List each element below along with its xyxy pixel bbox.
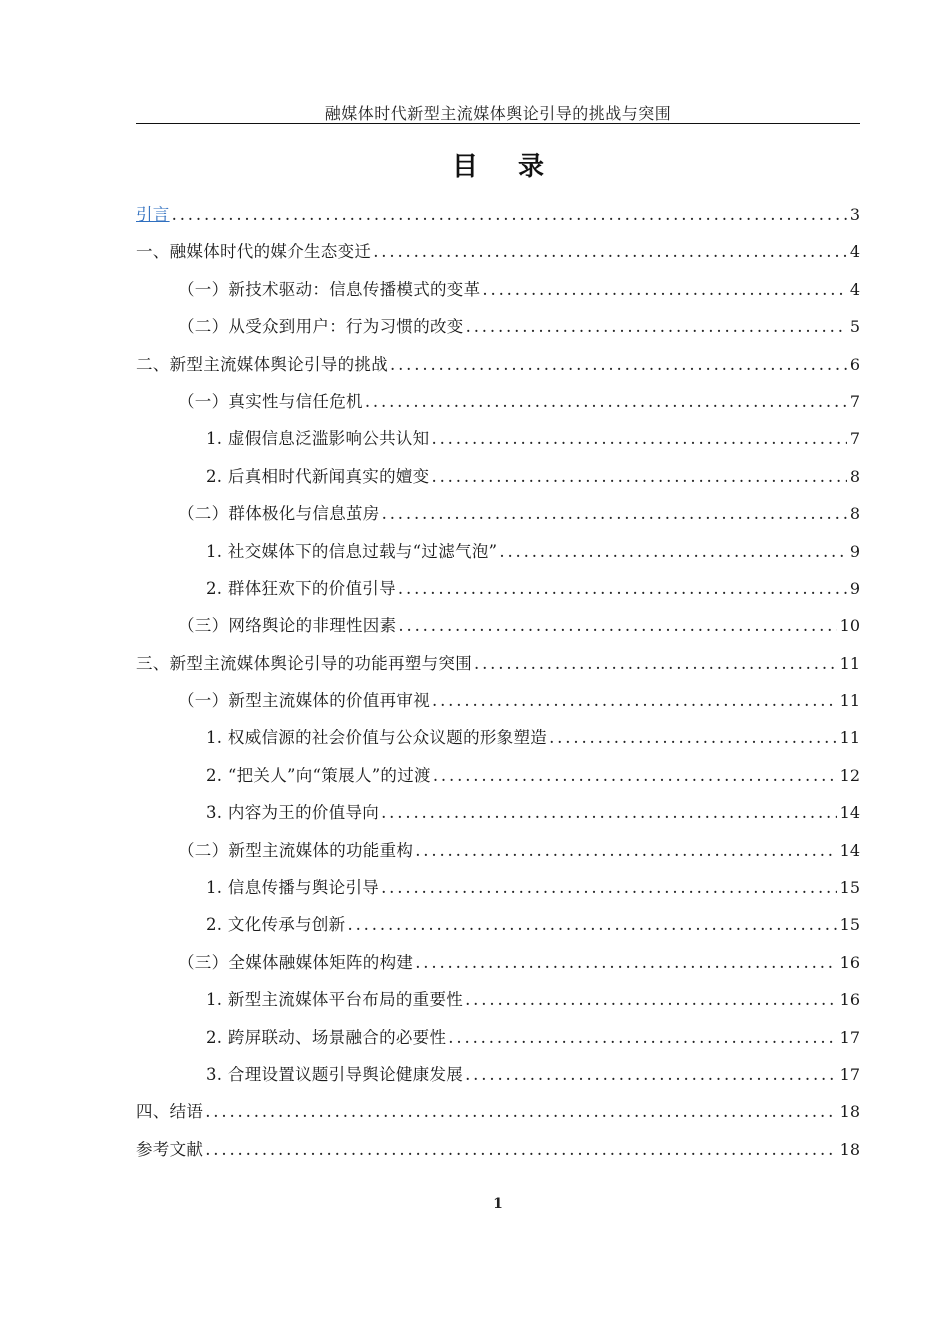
header-rule <box>136 123 860 124</box>
toc-entry-page-number: 8 <box>849 466 860 486</box>
toc-entry-text: 参考文献 <box>136 1139 204 1159</box>
toc-entry[interactable] <box>136 233 860 270</box>
toc-entry[interactable] <box>136 869 860 906</box>
dot-leader <box>398 607 836 644</box>
toc-entry-page-number: 12 <box>839 765 860 785</box>
toc-entry[interactable] <box>136 533 860 570</box>
toc-entry-page-number: 16 <box>839 990 860 1010</box>
toc-entry[interactable] <box>136 196 860 233</box>
toc-entry-text: 3. 合理设置议题引导舆论健康发展 <box>206 1064 464 1084</box>
toc-entry-page-number: 11 <box>839 653 860 673</box>
toc-entry[interactable] <box>136 645 860 682</box>
toc-entry-page-number: 9 <box>849 578 860 598</box>
dot-leader <box>390 346 847 383</box>
toc-entry[interactable] <box>136 607 860 644</box>
dot-leader <box>448 1019 836 1056</box>
toc-entry-page-number: 5 <box>849 317 860 337</box>
dot-leader <box>382 495 847 532</box>
toc-entry-page-number: 6 <box>849 354 860 374</box>
toc-entry-page-number: 18 <box>839 1139 860 1159</box>
dot-leader <box>432 682 837 719</box>
toc-entry-text: （二）新型主流媒体的功能重构 <box>178 840 414 860</box>
toc-entry-text: （三）网络舆论的非理性因素 <box>178 616 397 636</box>
dot-leader <box>466 308 847 345</box>
dot-leader <box>474 645 837 682</box>
toc-entry[interactable] <box>136 383 860 420</box>
toc-entry-text: 2. 群体狂欢下的价值引导 <box>206 578 396 598</box>
toc-entry[interactable] <box>136 794 860 831</box>
toc-entry-page-number: 8 <box>849 504 860 524</box>
dot-leader <box>499 533 846 570</box>
toc-entry-text: （二）群体极化与信息茧房 <box>178 504 380 524</box>
toc-entry-text: 2. 文化传承与创新 <box>206 915 346 935</box>
toc-entry-page-number: 10 <box>839 616 860 636</box>
toc-entry-page-number: 3 <box>849 205 860 224</box>
toc-entry-link[interactable]: 引言 <box>136 205 170 224</box>
toc-entry-page-number: 4 <box>849 242 860 262</box>
dot-leader <box>465 1056 837 1093</box>
toc-entry-page-number: 17 <box>839 1064 860 1084</box>
toc-entry-text: （一）新型主流媒体的价值再审视 <box>178 691 430 711</box>
toc-entry-page-number: 15 <box>839 878 860 898</box>
toc-entry-text: 二、新型主流媒体舆论引导的挑战 <box>136 354 388 374</box>
toc-entry[interactable] <box>136 981 860 1018</box>
dot-leader <box>205 1093 836 1130</box>
toc-entry[interactable] <box>136 944 860 981</box>
toc-entry[interactable] <box>136 570 860 607</box>
dot-leader <box>415 832 836 869</box>
toc-entry[interactable] <box>136 1056 860 1093</box>
toc-entry-page-number: 11 <box>839 691 860 711</box>
toc-entry[interactable] <box>136 1019 860 1056</box>
dot-leader <box>205 1131 836 1168</box>
dot-leader <box>432 458 847 495</box>
running-header: 融媒体时代新型主流媒体舆论引导的挑战与突围 <box>324 104 672 123</box>
toc-entry-page-number: 15 <box>839 915 860 935</box>
toc-entry-text: 2. “把关人”向“策展人”的过渡 <box>206 765 431 785</box>
toc-entry[interactable] <box>136 308 860 345</box>
toc-entry-text: 2. 后真相时代新闻真实的嬗变 <box>206 466 430 486</box>
toc-entry-page-number: 14 <box>839 840 860 860</box>
toc-entry-text: 1. 权威信源的社会价值与公众议题的形象塑造 <box>206 728 548 748</box>
toc-entry[interactable] <box>136 271 860 308</box>
toc-entry[interactable] <box>136 719 860 756</box>
dot-leader <box>433 757 837 794</box>
toc-entry[interactable] <box>136 906 860 943</box>
toc-entry-text: 2. 跨屏联动、场景融合的必要性 <box>206 1027 447 1047</box>
dot-leader <box>415 944 836 981</box>
toc-entry[interactable] <box>136 1131 860 1168</box>
table-of-contents <box>136 196 860 1168</box>
toc-entry[interactable] <box>136 420 860 457</box>
toc-entry-text: 1. 虚假信息泛滥影响公共认知 <box>206 429 430 449</box>
toc-entry-page-number: 16 <box>839 952 860 972</box>
dot-leader <box>465 981 837 1018</box>
dot-leader <box>381 869 837 906</box>
dot-leader <box>172 196 847 233</box>
dot-leader <box>365 383 847 420</box>
toc-entry-text: 一、融媒体时代的媒介生态变迁 <box>136 242 372 262</box>
dot-leader <box>432 420 847 457</box>
toc-entry-page-number: 7 <box>849 391 860 411</box>
toc-entry[interactable] <box>136 458 860 495</box>
dot-leader <box>549 719 837 756</box>
dot-leader <box>373 233 847 270</box>
toc-entry-text: （三）全媒体融媒体矩阵的构建 <box>178 952 414 972</box>
toc-entry-page-number: 14 <box>839 803 860 823</box>
toc-entry-text: （二）从受众到用户：行为习惯的改变 <box>178 317 464 337</box>
toc-entry[interactable] <box>136 1093 860 1130</box>
toc-entry-text: （一）真实性与信任危机 <box>178 391 363 411</box>
dot-leader <box>381 794 837 831</box>
toc-entry-text: 三、新型主流媒体舆论引导的功能再塑与突围 <box>136 653 472 673</box>
toc-entry-page-number: 7 <box>849 429 860 449</box>
toc-entry-page-number: 9 <box>849 541 860 561</box>
toc-entry[interactable] <box>136 832 860 869</box>
toc-entry-text: 3. 内容为王的价值导向 <box>206 803 380 823</box>
toc-entry-text: 1. 新型主流媒体平台布局的重要性 <box>206 990 464 1010</box>
toc-entry-page-number: 4 <box>849 279 860 299</box>
toc-entry-text: （一）新技术驱动：信息传播模式的变革 <box>178 279 481 299</box>
dot-leader <box>482 271 846 308</box>
toc-entry[interactable] <box>136 346 860 383</box>
toc-title: 目录 <box>451 152 584 182</box>
toc-entry[interactable] <box>136 495 860 532</box>
toc-entry-text: 1. 社交媒体下的信息过载与“过滤气泡” <box>206 541 498 561</box>
toc-entry[interactable] <box>136 682 860 719</box>
toc-entry-page-number: 18 <box>839 1102 860 1122</box>
toc-entry-text: 1. 信息传播与舆论引导 <box>206 878 380 898</box>
dot-leader <box>348 906 837 943</box>
toc-entry[interactable] <box>136 757 860 794</box>
toc-entry-page-number: 11 <box>839 728 860 748</box>
dot-leader <box>398 570 847 607</box>
toc-entry-text: 四、结语 <box>136 1102 204 1122</box>
toc-entry-page-number: 17 <box>839 1027 860 1047</box>
page-number: 1 <box>493 1196 503 1212</box>
